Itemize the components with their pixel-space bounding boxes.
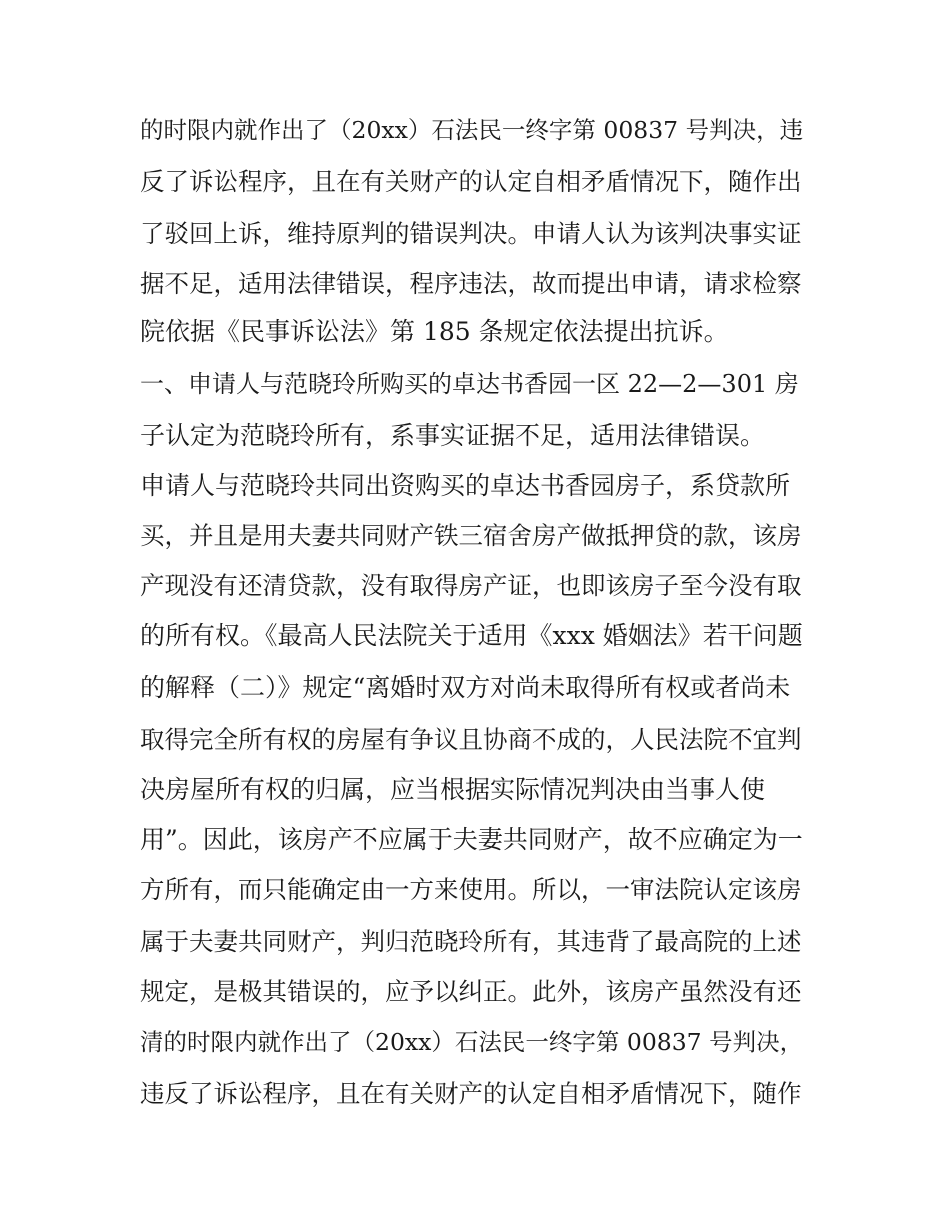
text-line-14: 决房屋所有权的归属，应当根据实际情况判决由当事人使 <box>140 775 766 804</box>
text-line-3: 了驳回上诉，维持原判的错误判决。申请人认为该判决事实证 <box>140 219 802 248</box>
text-line-1: 的时限内就作出了（20xx）石法民一终字第 00837 号判决，违 <box>140 116 804 144</box>
text-line-7: 子认定为范晓玲所有，系事实证据不足，适用法律错误。 <box>140 421 766 450</box>
text-line-2: 反了诉讼程序，且在有关财产的认定自相矛盾情况下，随作出 <box>140 167 802 196</box>
text-line-11: 的所有权。《最高人民法院关于适用《xxx 婚姻法》若干问题 <box>140 621 803 650</box>
text-line-18: 规定，是极其错误的，应予以纠正。此外，该房产虽然没有还 <box>140 977 802 1006</box>
text-line-8: 申请人与范晓玲共同出资购买的卓达书香园房子，系贷款所 <box>140 471 791 500</box>
text-line-6: 一、申请人与范晓玲所购买的卓达书香园一区 22—2—301 房 <box>140 370 799 398</box>
text-line-5: 院依据《民事诉讼法》第 185 条规定依法提出抗诉。 <box>140 317 729 346</box>
text-line-12: 的解释（二）》规定“离婚时双方对尚未取得所有权或者尚未 <box>140 673 791 702</box>
text-line-19: 清的时限内就作出了（20xx）石法民一终字第 00837 号判决， <box>140 1028 804 1056</box>
text-line-4: 据不足，适用法律错误，程序违法，故而提出申请，请求检察 <box>140 269 802 298</box>
text-line-10: 产现没有还清贷款，没有取得房产证，也即该房子至今没有取 <box>140 571 802 600</box>
text-line-17: 属于夫妻共同财产，判归范晓玲所有，其违背了最高院的上述 <box>140 927 802 956</box>
text-line-15: 用”。因此，该房产不应属于夫妻共同财产，故不应确定为一 <box>140 825 803 854</box>
text-line-20: 违反了诉讼程序，且在有关财产的认定自相矛盾情况下，随作 <box>140 1079 802 1108</box>
text-line-9: 买，并且是用夫妻共同财产铁三宿舍房产做抵押贷的款，该房 <box>140 521 802 550</box>
text-line-16: 方所有，而只能确定由一方来使用。所以，一审法院认定该房 <box>140 875 802 904</box>
text-line-13: 取得完全所有权的房屋有争议且协商不成的，人民法院不宜判 <box>140 725 802 754</box>
